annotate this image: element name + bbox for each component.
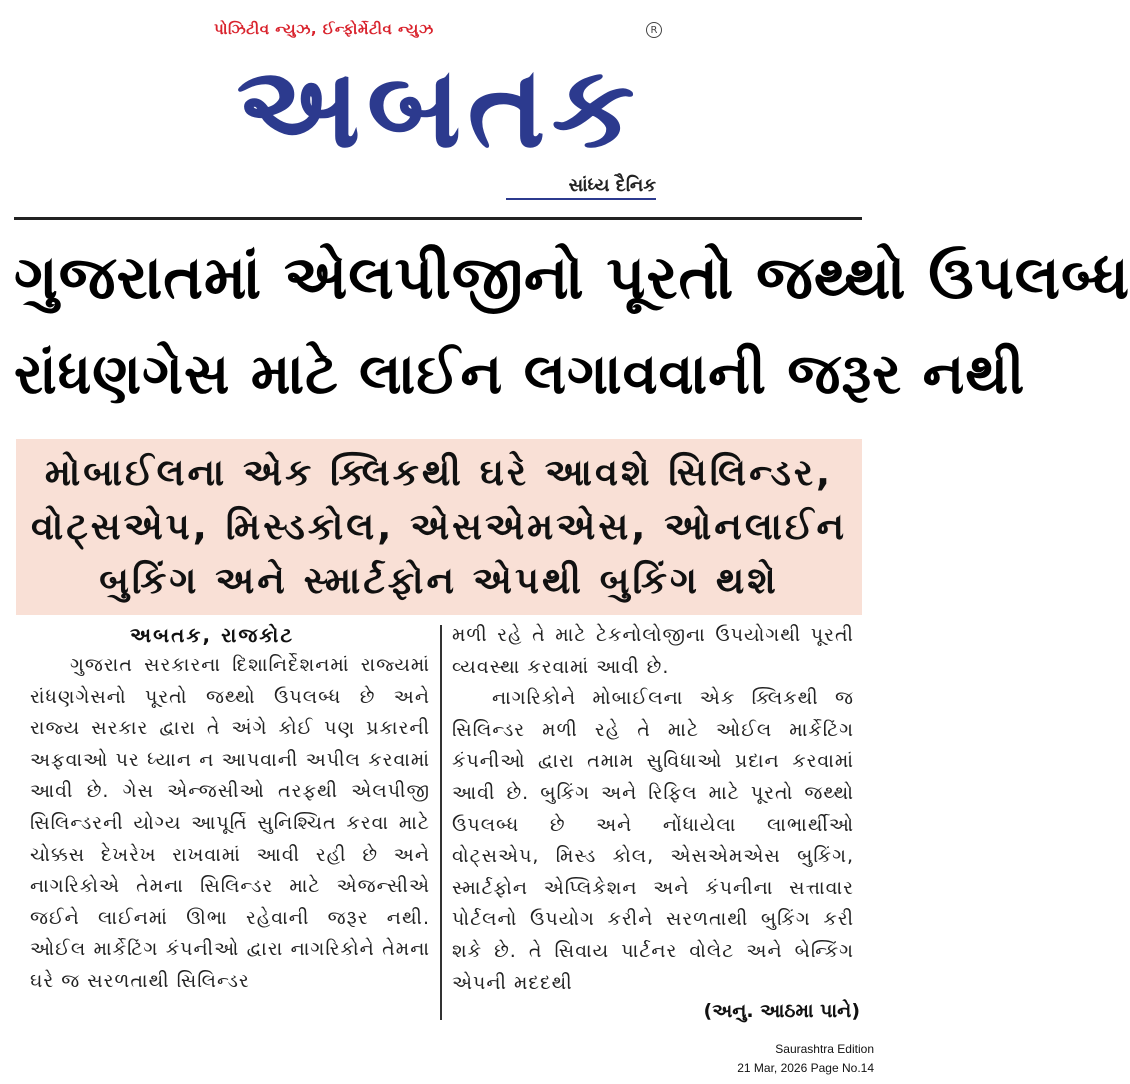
article-paragraph: ગુજરાત સરકારના દિશાનિર્દેશનમાં રાજ્યમાં રાંધણગેસનો પૂરતો જથ્થો ઉપલબ્ધ છે અને રાજ્ય સરકાર દ્વારા તે અંગે કોઈ પણ પ્રકારની અફવાઓ પર ધ્યાન ન આપવાની અપીલ કરવામાં આવી છે. ગેસ એન્જસીઓ તરફથી એલપીજી સિલિન્ડરની યોગ્ય આપૂર્તિ સુનિશ્ચિત કરવા માટે ચોક્કસ દેખરેખ રાખવામાં આવી રહી છે અને નાગરિકોએ તેમના સિલિન્ડર માટે એજન્સીએ જઈને લાઈનમાં ઊભા રહેવાની જરૂર નથી. ઓઈલ માર્કેટિંગ કંપનીઓ દ્વારા નાગરિકોને તેમના ઘરે જ સરળતાથી સિલિન્ડર <box>30 654 430 992</box>
logo-text: અબતક <box>236 43 642 173</box>
article-paragraph: નાગરિકોને મોબાઈલના એક ક્લિકથી જ સિલિન્ડર મળી રહે તે માટે ઓઈલ માર્કેટિંગ કંપનીઓ દ્વારા તમામ સુવિધાઓ પ્રદાન કરવામાં આવી છે. બુકિંગ અને રિફિલ માટે પૂરતો જથ્થો ઉપલબ્ધ છે અને નોંધાયેલા લાભાર્થીઓ વોટ્સએપ, મિસ્ડ કોલ, એસએમએસ બુકિંગ, સ્માર્ટફોન એપ્લિકેશન અને કંપનીના સત્તાવાર પોર્ટલનો ઉપયોગ કરીને સરળતાથી બુકિંગ કરી શકે છે. તે સિવાય પાર્ટનર વોલેટ અને બેન્કિંગ એપની મદદથી <box>452 687 854 994</box>
page-info: 21 Mar, 2026 Page No.14 <box>737 1061 874 1075</box>
article-dateline: અબતક, રાજકોટ <box>130 623 295 647</box>
edition-label: Saurashtra Edition <box>775 1042 874 1056</box>
article-left-column <box>30 650 430 1030</box>
headline-line-1: ગુજરાતમાં એલપીજીનો પૂરતો જથ્થો ઉપલબ્ધ <box>14 243 1130 313</box>
subheadline-line-1: મોબાઈલના એક ક્લિકથી ઘરે આવશે સિલિન્ડર, <box>44 451 834 494</box>
registered-trademark-icon: R <box>646 22 662 38</box>
top-divider <box>14 217 862 220</box>
masthead <box>0 0 882 215</box>
subheadline-line-2: વોટ્સએપ, મિસ્ડકોલ, એસએમએસ, ઓનલાઈન <box>30 505 848 548</box>
masthead-underline <box>506 198 656 200</box>
continued-notice: (અનુ. આઠમા પાને) <box>703 1000 860 1022</box>
masthead-tagline: પોઝિટીવ ન્યુઝ, ઈન્ફોર્મેટીવ ન્યુઝ <box>214 20 434 38</box>
article-paragraph: મળી રહે તે માટે ટેકનોલોજીના ઉપયોગથી પૂરતી વ્યવસ્થા કરવામાં આવી છે. <box>452 624 854 678</box>
newspaper-logo <box>216 44 662 172</box>
article-right-column <box>452 620 854 1030</box>
masthead-subtitle: સાંધ્ય દૈનિક <box>568 175 656 196</box>
headline-line-2: રાંધણગેસ માટે લાઈન લગાવવાની જરૂર નથી <box>14 342 1026 407</box>
subheadline-box <box>16 439 862 615</box>
column-divider <box>440 625 442 1020</box>
subheadline-line-3: બુકિંગ અને સ્માર્ટફોન એપથી બુકિંગ થશે <box>99 559 779 602</box>
